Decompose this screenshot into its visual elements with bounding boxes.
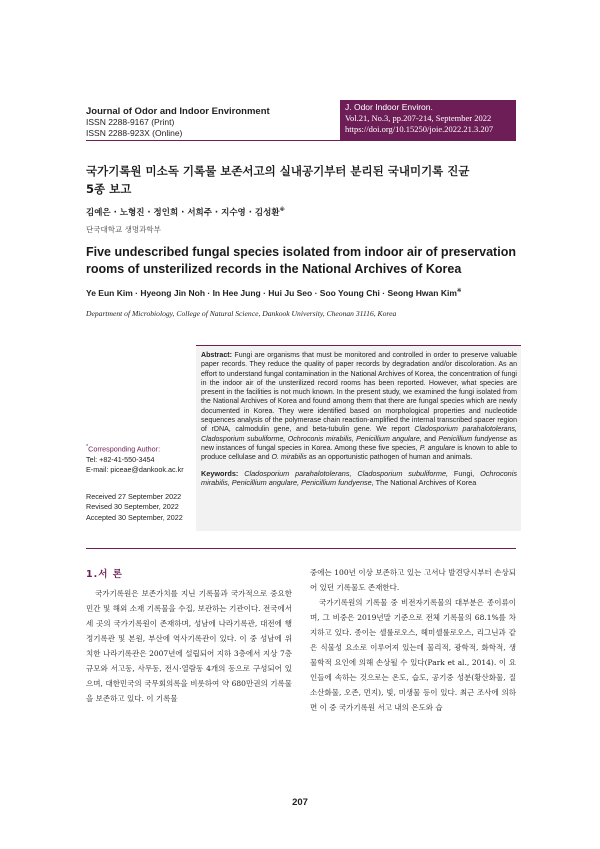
keywords-text: Keywords: Cladosporium parahalotolerans, Cladosporium subuliforme, Fungi, Ochroconis mirabilis, Penicillium angulare, Penicillium fundyense, The National Archives of Korea [201,468,517,488]
citation-doi-link[interactable]: https://doi.org/10.15250/joie.2022.21.3.207 [345,124,494,134]
corresponding-mark-kr: ※ [279,207,285,214]
journal-name: Journal of Odor and Indoor Environment [86,106,270,117]
corresponding-email[interactable]: E-mail: piceae@dankook.ac.kr [86,465,184,475]
article-dates [86,492,196,524]
citation-box [340,100,516,140]
issn-online: ISSN 2288-923X (Online) [86,128,183,138]
title-english-line1: Five undescribed fungal species isolated from indoor air of preservation [86,245,516,259]
journal-header [86,106,338,139]
body-column-left [86,586,292,706]
issn-print: ISSN 2288-9167 (Print) [86,117,175,127]
authors-korean-names: 김예은 · 노형진 · 정인희 · 서희주 · 지수영 · 김성환 [86,208,280,218]
body-paragraph: 국가기록원은 보존가치를 지닌 기록물과 국가적으로 중요한 민간 및 해외 소재 기록물을 수집, 보관하는 기관이다. 전국에서 세 곳의 국가기록원이 존재하며, 성남에 나라기록관, 대전에 행정기록관 및 본원, 부산에 역사기록관이 있다. 이 중 성남에 위치한 나라기록관은 2007년에 설립되어 지하 3층에서 지상 7층 규모와 서고동, 사무동, 전시·열람동 4개의 동으로 구성되어 있으며, 대한민국의 국무회의록을 비롯하여 약 680만권의 기록물을 보존하고 있다. 이 기록물 [86,589,292,703]
title-korean-line1: 국가기록원 미소독 기록물 보존서고의 실내공기부터 분리된 국내미기록 진균 [86,164,470,178]
section-divider [86,548,516,549]
authors-korean [86,206,285,218]
page-number: 207 [292,797,308,808]
header-divider [86,140,516,141]
body-column-right [310,565,516,715]
keywords-label: Keywords: [201,468,239,478]
authors-english-names: Ye Eun Kim · Hyeong Jin Noh · In Hee Jung · Hui Ju Seo · Soo Young Chi · Seong Hwan Kim [86,288,457,298]
title-korean-line2: 5종 보고 [86,182,132,196]
affiliation-english: Department of Microbiology, College of Natural Science, Dankook University, Cheonan 31116, Korea [86,309,397,318]
authors-english [86,288,461,298]
citation-volume: Vol.21, No.3, pp.207-214, September 2022 [345,113,492,123]
title-english-line2: rooms of unsterilized records in the National Archives of Korea [86,262,462,276]
abstract-text: Abstract: Fungi are organisms that must be monitored and controlled in order to preserve valuable paper records. They reduce the quality of paper records by degradation and/or discoloration. As an effort to understand fungal contamination in the National Archives of Korea, the concentration of fungi in the indoor air of the unsterilized record rooms has been reported. However, what species are present in the facilities is not much known. In the present study, we examined the fungi isolated from the National Archives of Korea and found among them that there are fungal species which are newly documented in Korea. They were identified based on morphological properties and nucleotide sequences analysis of the polymerase chain reaction-amplified the internal transcribed spacer region of rDNA, calmodulin gene, and beta-tubulin gene. We report Cladosporium parahalotolerans, Cladosporium subuliforme, Ochroconis mirabilis, Penicillium angulare, and Penicillium fundyense as new instances of fungal species in Korea. Among these five species, P. angulare is known to able to produce cellulase and O. mirabilis as an opportunistic pathogen of human and animals. [201,352,517,462]
corresponding-tel: Tel: +82-41-550-3454 [86,454,155,464]
title-english [86,244,526,278]
article-info [86,442,196,523]
section-heading: 1.서 론 [86,569,123,580]
title-korean [86,162,516,198]
citation-abbrev: J. Odor Indoor Environ. [345,102,433,112]
date-accepted: Accepted 30 September, 2022 [86,512,183,522]
abstract-box [196,345,521,531]
body-paragraph: 중에는 100년 이상 보존하고 있는 고서나 발견당시부터 손상되어 있던 기록물도 존재한다. [310,568,516,592]
date-revised: Revised 30 September, 2022 [86,502,179,512]
abstract-label: Abstract: [201,352,232,359]
corresponding-author-label: *Corresponding Author: [86,444,161,454]
affiliation-korean: 단국대학교 생명과학부 [86,225,161,234]
body-paragraph: 국가기록원의 기록물 중 비전자기록물의 대부분은 종이류이며, 그 비중은 2019년말 기준으로 전체 기록물의 68.1%를 차지하고 있다. 종이는 셀룰로오스, 헤미셀룰로오스, 리그닌과 같은 식물성 요소로 이루어져 있는데 물리적, 광학적, 화학적, 생물학적 요인에 의해 손상될 수 있다(Park et al., 2014). 이 요인들에 속하는 것으로는 온도, 습도, 공기중 성분(황산화물, 질소산화물, 오존, 먼지), 빛, 미생물 등이 있다. 최근 조사에 의하면 이 중 국가기록원 서고 내의 온도와 습 [310,598,516,712]
corresponding-mark-en: ※ [456,288,462,295]
date-received: Received 27 September 2022 [86,491,182,501]
